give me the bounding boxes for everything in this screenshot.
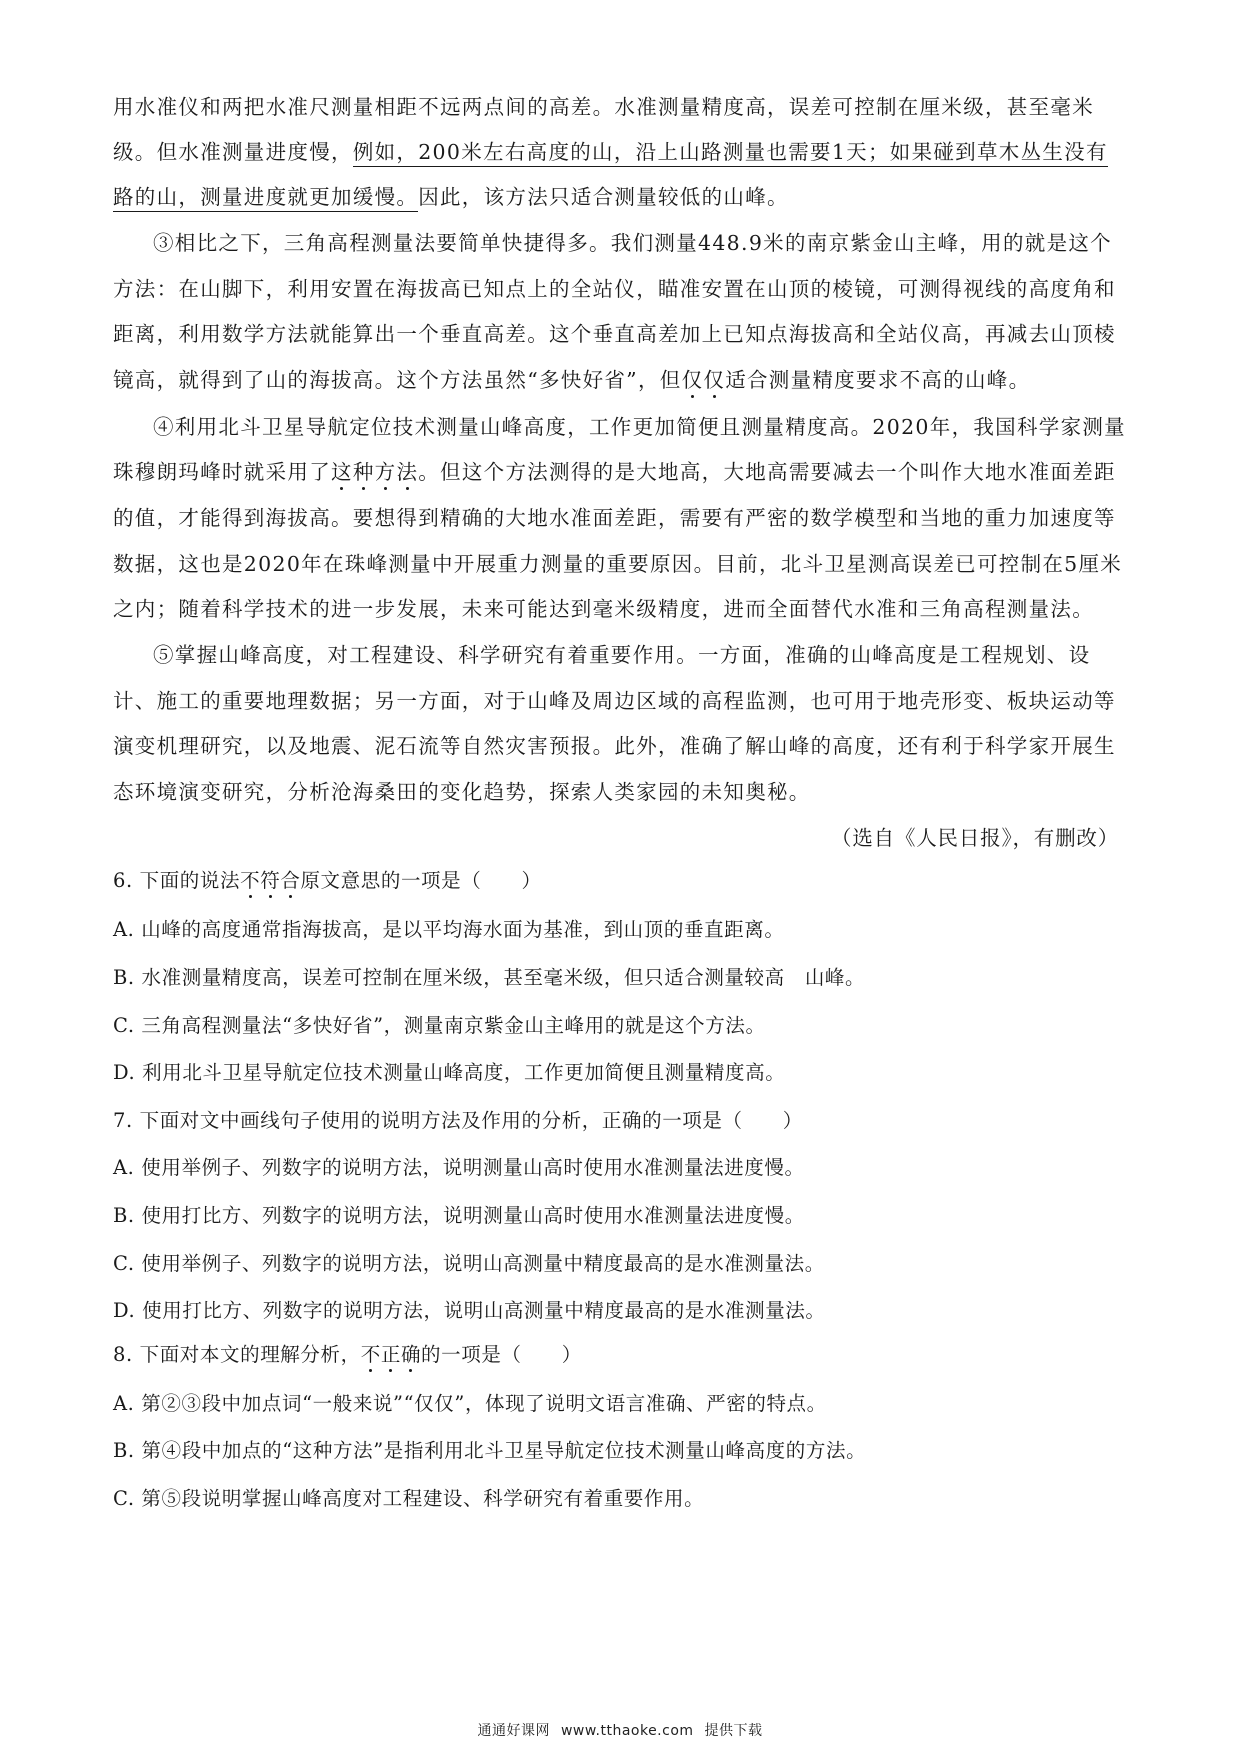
emphasis-dot-char: 不 (240, 869, 261, 892)
question-6-stem: 6. 下面的说法不符合原文意思的一项是（ ） (113, 869, 542, 892)
page-footer (0, 1720, 1240, 1740)
emphasis-dot-char: 确 (400, 1343, 422, 1366)
question-8-option-a: A. 第②③段中加点词“一般来说”“仅仅”，体现了说明文语言准确、严密的特点。 (113, 1392, 827, 1415)
passage-line: 演变机理研究，以及地震、泥石流等自然灾害预报。此外，准确了解山峰的高度，还有利于科学家开展生 (113, 734, 1116, 758)
emphasis-dot-char: 符 (260, 869, 281, 892)
emphasis-dot-char: 法 (396, 460, 419, 484)
question-8-option-c: C. 第⑤段说明掌握山峰高度对工程建设、科学研究有着重要作用。 (113, 1487, 705, 1510)
underlined-sentence: 路的山，测量进度就更加缓慢。 (113, 185, 418, 212)
emphasis-dot-char: 种 (352, 460, 375, 484)
question-8-stem: 8. 下面对本文的理解分析，不正确的一项是（ ） (113, 1343, 582, 1366)
footer-suffix: 提供下载 (704, 1723, 763, 1739)
question-8-option-b: B. 第④段中加点的“这种方法”是指利用北斗卫星导航定位技术测量山峰高度的方法。 (113, 1439, 867, 1462)
passage-line: ④利用北斗卫星导航定位技术测量山峰高度，工作更加简便且测量精度高。2020年，我国科学家测量 (153, 415, 1126, 439)
question-7-option-b: B. 使用打比方、列数字的说明方法，说明测量山高时使用水准测量法进度慢。 (113, 1204, 805, 1227)
passage-line: 的值，才能得到海拔高。要想得到精确的大地水准面差距，需要有严密的数学模型和当地的重力加速度等 (113, 506, 1116, 530)
question-6-option-d: D. 利用北斗卫星导航定位技术测量山峰高度，工作更加简便且测量精度高。 (113, 1061, 786, 1084)
question-7-stem: 7. 下面对文中画线句子使用的说明方法及作用的分析，正确的一项是（ ） (113, 1109, 803, 1132)
question-6-option-b: B. 水准测量精度高，误差可控制在厘米级，甚至毫米级，但只适合测量较高 山峰。 (113, 966, 866, 989)
question-6-option-a: A. 山峰的高度通常指海拔高，是以平均海水面为基准，到山顶的垂直距离。 (113, 918, 785, 941)
passage-line: ⑤掌握山峰高度，对工程建设、科学研究有着重要作用。一方面，准确的山峰高度是工程规划、设 (153, 643, 1091, 667)
passage-line: 珠穆朗玛峰时就采用了这种方法。但这个方法测得的是大地高，大地高需要减去一个叫作大地水准面差距 (113, 460, 1116, 484)
emphasis-dot-char: 这 (331, 460, 353, 484)
question-6-option-c: C. 三角高程测量法“多快好省”，测量南京紫金山主峰用的就是这个方法。 (113, 1014, 766, 1037)
question-7-option-d: D. 使用打比方、列数字的说明方法，说明山高测量中精度最高的是水准测量法。 (113, 1299, 826, 1322)
passage-line: 级。但水准测量进度慢，例如，200米左右高度的山，沿上山路测量也需要1天；如果碰到草木丛生没有 (113, 137, 1108, 167)
emphasis-dot-char: 仅 (681, 368, 704, 392)
passage-line: 计、施工的重要地理数据；另一方面，对于山峰及周边区域的高程监测，也可用于地壳形变、板块运动等 (113, 689, 1116, 713)
passage-line: 距离，利用数学方法就能算出一个垂直高差。这个垂直高差加上已知点海拔高和全站仪高，再减去山顶棱 (113, 322, 1116, 346)
passage-line: 态环境演变研究，分析沧海桑田的变化趋势，探索人类家园的未知奥秘。 (113, 780, 811, 804)
emphasis-dot-char: 正 (380, 1343, 401, 1366)
question-7-option-c: C. 使用举例子、列数字的说明方法，说明山高测量中精度最高的是水准测量法。 (113, 1252, 825, 1275)
passage-line: ③相比之下，三角高程测量法要简单快捷得多。我们测量448.9米的南京紫金山主峰，用的就是这个 (153, 231, 1112, 255)
passage-line: 路的山，测量进度就更加缓慢。因此，该方法只适合测量较低的山峰。 (113, 182, 789, 212)
emphasis-dot-char: 方 (374, 460, 397, 484)
source-citation: （选自《人民日报》，有删改） (831, 826, 1119, 850)
passage-line: 之内；随着科学技术的进一步发展，未来可能达到毫米级精度，进而全面替代水准和三角高程测量法。 (113, 597, 1094, 621)
passage-line: 用水准仪和两把水准尺测量相距不远两点间的高差。水准测量精度高，误差可控制在厘米级，甚至毫米 (113, 95, 1094, 119)
emphasis-dot-char: 仅 (703, 368, 726, 392)
question-7-option-a: A. 使用举例子、列数字的说明方法，说明测量山高时使用水准测量法进度慢。 (113, 1156, 805, 1179)
underlined-sentence: 例如，200米左右高度的山，沿上山路测量也需要1天；如果碰到草木丛生没有 (353, 140, 1108, 167)
emphasis-dot-char: 合 (280, 869, 301, 892)
footer-site-name: 通通好课网 (477, 1723, 550, 1739)
passage-line: 镜高，就得到了山的海拔高。这个方法虽然“多快好省”，但仅仅适合测量精度要求不高的山峰。 (113, 368, 1031, 392)
emphasis-dot-char: 不 (360, 1343, 381, 1366)
passage-line: 方法：在山脚下，利用安置在海拔高已知点上的全站仪，瞄准安置在山顶的棱镜，可测得视线的高度角和 (113, 277, 1116, 301)
passage-line: 数据，这也是2020年在珠峰测量中开展重力测量的重要原因。目前，北斗卫星测高误差已可控制在5厘米 (113, 552, 1123, 576)
footer-url-link[interactable]: www.tthaoke.com (560, 1723, 694, 1739)
